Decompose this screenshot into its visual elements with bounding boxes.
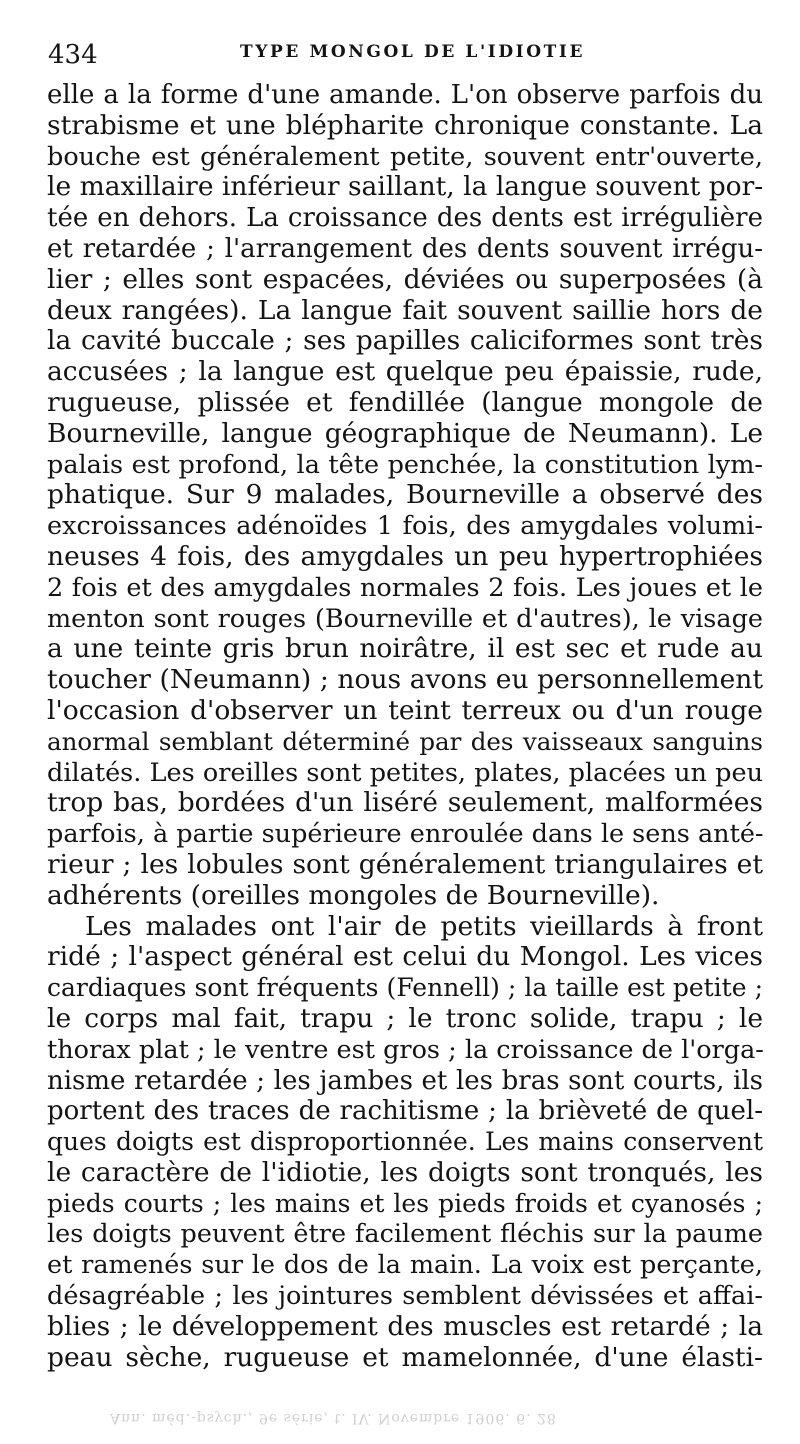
text-line: toucher (Neumann) ; nous avons eu personnellement	[47, 664, 763, 696]
text-line: parfois, à partie supérieure enroulée dans le sens anté-	[47, 819, 764, 850]
text-line: le corps mal fait, trapu ; le tronc solide, trapu ; le	[47, 1002, 763, 1034]
text-line: portent des traces de rachitisme ; la brièveté de quel-	[47, 1096, 763, 1127]
text-line: bouche est généralement petite, souvent entr'ouverte,	[47, 141, 763, 172]
text-line: tée en dehors. La croissance des dents est irrégulière	[47, 203, 763, 234]
text-line: l'occasion d'observer un teint terreux ou d'un rouge	[47, 694, 763, 726]
paragraph-start-line: Les malades ont l'air de petits vieillards à front	[85, 910, 763, 942]
text-line: rugueuse, plissée et fendillée (langue mongole de	[47, 386, 763, 418]
text-line: elle a la forme d'une amande. L'on observe parfois du	[47, 80, 763, 110]
text-line: et ramenés sur le dos de la main. La voix est perçante,	[47, 1250, 763, 1281]
text-line: blies ; le développement des muscles est retardé ; la	[47, 1310, 763, 1342]
page-number: 434	[48, 40, 98, 70]
text-line: rieur ; les lobules sont généralement triangulaires et	[47, 848, 763, 880]
text-line: deux rangées). La langue fait souvent saillie hors de	[47, 294, 763, 326]
show-through-footer: Ann. méd.-psych., 9e série, t. IV. Novembre 1906. 6. 28	[110, 1410, 557, 1426]
text-line: neuses 4 fois, des amygdales un peu hypertrophiées	[47, 540, 763, 572]
text-line: palais est profond, la tête penchée, la constitution lym-	[47, 449, 763, 480]
text-line: menton sont rouges (Bourneville et d'autres), le visage	[47, 603, 763, 634]
text-line: a une teinte gris brun noirâtre, il est sec et rude au	[47, 633, 763, 665]
text-line: les doigts peuvent être facilement fléchis sur la paume	[47, 1219, 763, 1250]
text-line: Bourneville, langue géographique de Neumann). Le	[47, 417, 763, 449]
text-line: peau sèche, rugueuse et mamelonnée, d'une élasti-	[47, 1341, 763, 1373]
text-line: ridé ; l'aspect général est celui du Mongol. Les vices	[47, 941, 763, 973]
text-line: 2 fois et des amygdales normales 2 fois. Les joues et le	[47, 572, 763, 603]
text-line: lier ; elles sont espacées, déviées ou superposées (à	[47, 263, 763, 295]
text-line: le caractère de l'idiotie, les doigts sont tronqués, les	[47, 1156, 763, 1188]
text-line: la cavité buccale ; ses papilles caliciformes sont très	[47, 325, 763, 357]
text-line: ques doigts est disproportionnée. Les mains conservent	[47, 1127, 763, 1157]
text-line: phatique. Sur 9 malades, Bourneville a observé des	[47, 479, 763, 511]
text-line: dilatés. Les oreilles sont petites, plates, placées un peu	[47, 757, 763, 788]
text-line: excroissances adénoïdes 1 fois, des amygdales volumi-	[47, 511, 763, 542]
text-line: anormal semblant déterminé par des vaisseaux sanguins	[47, 726, 763, 756]
running-head	[48, 34, 768, 74]
text-line: thorax plat ; le ventre est gros ; la croissance de l'orga-	[47, 1034, 764, 1065]
text-line: désagréable ; les jointures semblent dévissées et affai-	[47, 1281, 763, 1312]
running-head-title: TYPE MONGOL DE L'IDIOTIE	[240, 42, 585, 62]
text-line: strabisme et une blépharite chronique constante. La	[47, 109, 763, 141]
text-line: cardiaques sont fréquents (Fennell) ; la taille est petite ;	[47, 973, 763, 1003]
text-line: nisme retardée ; les jambes et les bras sont courts, ils	[47, 1065, 763, 1096]
paragraph-end-line: adhérents (oreilles mongoles de Bourneville).	[47, 879, 660, 911]
text-line: le maxillaire inférieur saillant, la langue souvent por-	[47, 171, 764, 203]
text-line: pieds courts ; les mains et les pieds froids et cyanosés ;	[47, 1188, 763, 1218]
text-line: trop bas, bordées d'un liséré seulement, malformées	[47, 787, 763, 819]
text-line: et retardée ; l'arrangement des dents souvent irrégu-	[47, 233, 763, 264]
text-line: accusées ; la langue est quelque peu épaissie, rude,	[47, 356, 763, 388]
body-text	[47, 80, 763, 1373]
